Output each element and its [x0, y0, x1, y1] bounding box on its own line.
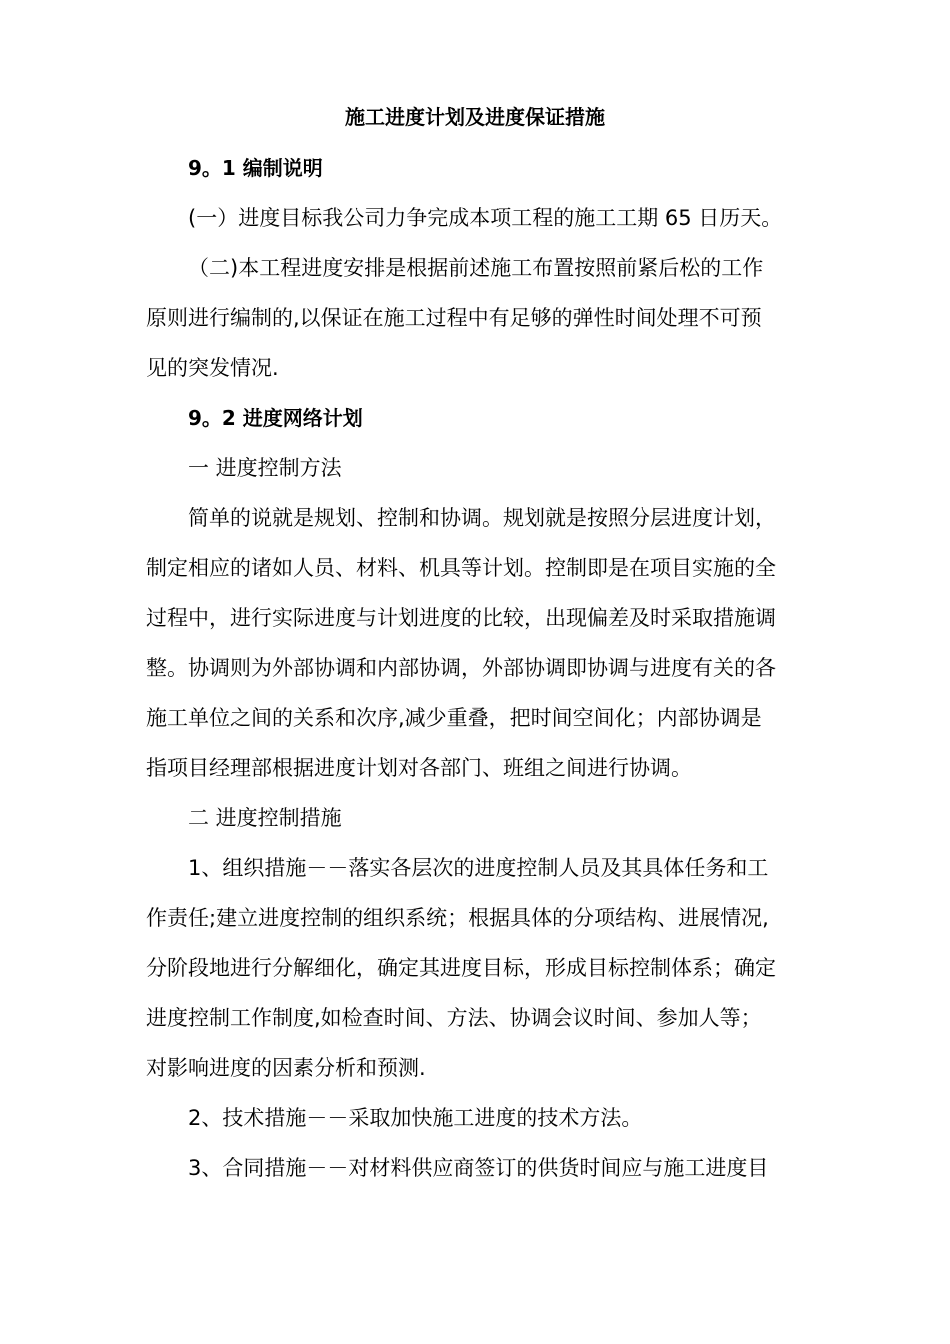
paragraph-line: 制定相应的诸如人员、材料、机具等计划。控制即是在项目实施的全 — [146, 556, 776, 580]
paragraph-line: 分阶段地进行分解细化，确定其进度目标，形成目标控制体系；确定 — [146, 956, 776, 980]
paragraph-line: 作责任;建立进度控制的组织系统；根据具体的分项结构、进展情况, — [146, 906, 769, 930]
paragraph-line: 对影响进度的因素分析和预测. — [146, 1056, 426, 1080]
subheading-control-method: 一 进度控制方法 — [188, 456, 342, 480]
document-title: 施工进度计划及进度保证措施 — [345, 105, 605, 129]
paragraph-line: 2、技术措施－－采取加快施工进度的技术方法。 — [188, 1106, 643, 1130]
paragraph-line: 见的突发情况. — [146, 356, 279, 380]
section-heading-9-2: 9。2 进度网络计划 — [188, 406, 363, 430]
paragraph-line: 原则进行编制的,以保证在施工过程中有足够的弹性时间处理不可预 — [146, 306, 762, 330]
paragraph-line: 1、组织措施－－落实各层次的进度控制人员及其具体任务和工 — [188, 856, 769, 880]
paragraph-line: 进度控制工作制度,如检查时间、方法、协调会议时间、参加人等； — [146, 1006, 762, 1030]
paragraph-line: 整。协调则为外部协调和内部协调，外部协调即协调与进度有关的各 — [146, 656, 776, 680]
subheading-control-measures: 二 进度控制措施 — [188, 806, 342, 830]
paragraph-line: 简单的说就是规划、控制和协调。规划就是按照分层进度计划， — [188, 506, 776, 530]
paragraph-line: (一）进度目标我公司力争完成本项工程的施工工期 65 日历天。 — [188, 206, 783, 230]
paragraph-line: 指项目经理部根据进度计划对各部门、班组之间进行协调。 — [146, 756, 692, 780]
paragraph-line: （二)本工程进度安排是根据前述施工布置按照前紧后松的工作 — [188, 256, 764, 280]
section-heading-9-1: 9。1 编制说明 — [188, 156, 323, 180]
paragraph-line: 施工单位之间的关系和次序,减少重叠，把时间空间化；内部协调是 — [146, 706, 762, 730]
paragraph-line: 3、合同措施－－对材料供应商签订的供货时间应与施工进度目 — [188, 1156, 769, 1180]
paragraph-line: 过程中，进行实际进度与计划进度的比较，出现偏差及时采取措施调 — [146, 606, 776, 630]
